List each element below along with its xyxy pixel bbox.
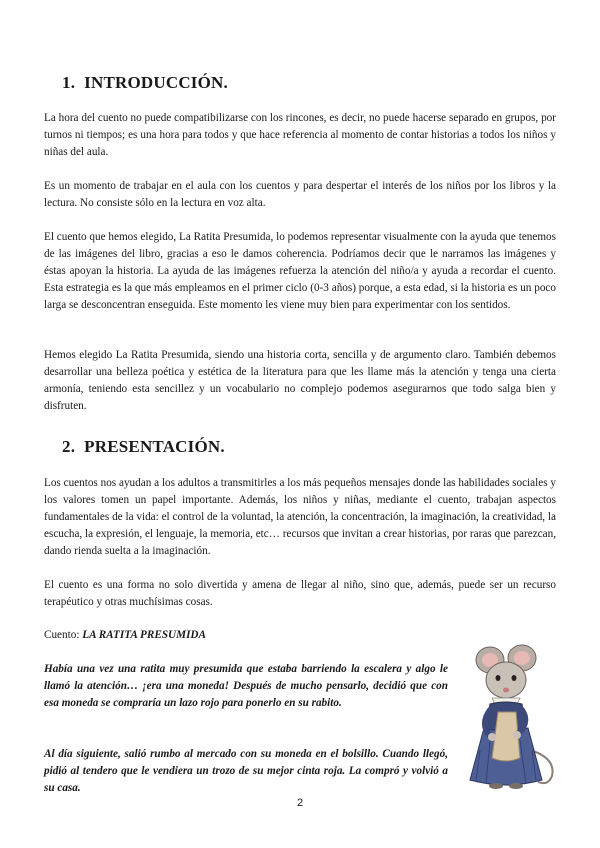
- section-title: PRESENTACIÓN.: [84, 437, 225, 456]
- section-number: 1.: [62, 73, 76, 92]
- mouse-foot: [489, 783, 503, 789]
- mouse-nose: [503, 688, 509, 693]
- page-number: 2: [296, 797, 304, 809]
- story-caption: [44, 629, 206, 641]
- story-paragraph-2: Al día siguiente, salió rumbo al mercado con su moneda en el bolsillo. Cuando llegó, pidió al tendero que le vendiera un trozo de su mejor cinta roja. La compró y volvió a su casa.: [44, 748, 448, 794]
- section-heading-presentacion: [62, 437, 225, 457]
- ratita-illustration: [460, 640, 564, 792]
- intro-paragraph-3: El cuento que hemos elegido, La Ratita Presumida, lo podemos representar visualmente con la ayuda que tenemos de las imágenes del libro, gracias a eso le damos coherencia. Podríamos decir que le narramos las imágenes y éstas apoyan la historia. La ayuda de las imágenes refuerza la atención del niño/a y ayuda a recordar el cuento. Esta estrategia es la que más empleamos en el primer ciclo (0-3 años) porque, a esta edad, si la historia es un poco larga se desconcentran enseguida. Este momento les viene muy bien para experimentar con los sentidos.: [44, 231, 556, 311]
- story-label: Cuento:: [44, 629, 83, 641]
- intro-paragraph-1: La hora del cuento no puede compatibilizarse con los rincones, es decir, no puede hacerse separado en grupos, por turnos ni tiempos; es una hora para todos y que hace referencia al momento de contar historias a todos los niños y niñas del aula.: [44, 112, 556, 158]
- mouse-head: [486, 662, 526, 698]
- story-paragraph-1: Había una vez una ratita muy presumida que estaba barriendo la escalera y algo le llamó la atención… ¡era una moneda! Después de mucho pensarlo, decidió que con esa moneda se compraría un lazo rojo para ponerlo en su rabito.: [44, 663, 448, 709]
- mouse-foot: [509, 783, 523, 789]
- intro-paragraph-4: Hemos elegido La Ratita Presumida, siendo una historia corta, sencilla y de argumento claro. También debemos desarrollar una belleza poética y estética de la literatura para que les llame más la atención y tenga una cierta armonía, teniendo esta sencillez y un vocabulario no complejo podemos asegurarnos que todo salga bien y disfruten.: [44, 349, 556, 412]
- mouse-paw: [488, 733, 496, 741]
- section-heading-introduccion: [62, 73, 228, 93]
- mouse-eye: [512, 675, 517, 681]
- story-title: LA RATITA PRESUMIDA: [82, 629, 206, 641]
- presentation-paragraph-1: Los cuentos nos ayudan a los adultos a transmitirles a los más pequeños mensajes donde las habilidades sociales y los valores tomen un papel importante. Además, los niños y niñas, mediante el cuento, trabajan aspectos fundamentales de la vida: el control de la voluntad, la atención, la concentración, la imaginación, la creatividad, la escucha, la expresión, el lenguaje, la memoria, etc… recursos que invitan a crear historias, por raras que parezcan, dando rienda suelta a la imaginación.: [44, 477, 556, 557]
- section-title: INTRODUCCIÓN.: [84, 73, 228, 92]
- section-number: 2.: [62, 437, 76, 456]
- presentation-paragraph-2: El cuento es una forma no solo divertida y amena de llegar al niño, sino que, además, puede ser un recurso terapéutico y otras muchísimas cosas.: [44, 579, 556, 608]
- intro-paragraph-2: Es un momento de trabajar en el aula con los cuentos y para despertar el interés de los niños por los libros y la lectura. No consiste sólo en la lectura en voz alta.: [44, 180, 556, 209]
- mouse-eye: [496, 675, 501, 681]
- mouse-ear-right-inner: [514, 651, 530, 665]
- mouse-paw: [513, 731, 521, 739]
